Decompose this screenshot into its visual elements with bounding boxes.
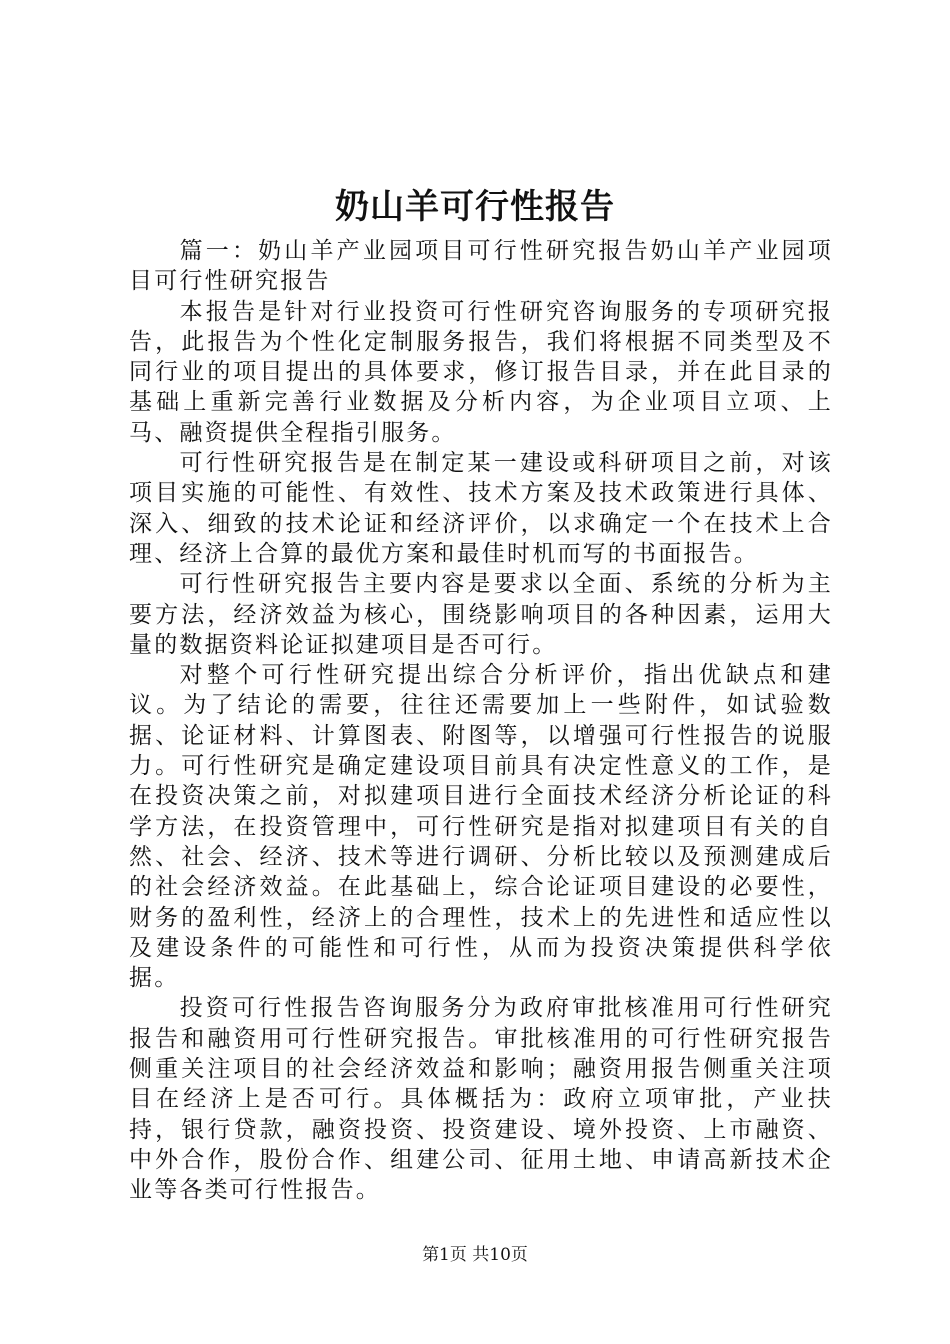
- document-body: [129, 236, 833, 1206]
- paragraph: 篇一：奶山羊产业园项目可行性研究报告奶山羊产业园项目可行性研究报告: [129, 238, 833, 295]
- paragraph: 可行性研究报告是在制定某一建设或科研项目之前，对该项目实施的可能性、有效性、技术方案及技术政策进行具体、深入、细致的技术论证和经济评价，以求确定一个在技术上合理、经济上合算的最优方案和最佳时机而写的书面报告。: [129, 450, 833, 567]
- paragraph: 本报告是针对行业投资可行性研究咨询服务的专项研究报告，此报告为个性化定制服务报告，我们将根据不同类型及不同行业的项目提出的具体要求，修订报告目录，并在此目录的基础上重新完善行业数据及分析内容，为企业项目立项、上马、融资提供全程指引服务。: [129, 298, 833, 446]
- paragraph: 对整个可行性研究提出综合分析评价，指出优缺点和建议。为了结论的需要，往往还需要加上一些附件，如试验数据、论证材料、计算图表、附图等，以增强可行性报告的说服力。可行性研究是确定建设项目前具有决定性意义的工作，是在投资决策之前，对拟建项目进行全面技术经济分析论证的科学方法，在投资管理中，可行性研究是指对拟建项目有关的自然、社会、经济、技术等进行调研、分析比较以及预测建成后的社会经济效益。在此基础上，综合论证项目建设的必要性，财务的盈利性，经济上的合理性，技术上的先进性和适应性以及建设条件的可能性和可行性，从而为投资决策提供科学依据。: [129, 662, 833, 992]
- paragraph: 投资可行性报告咨询服务分为政府审批核准用可行性研究报告和融资用可行性研究报告。审批核准用的可行性研究报告侧重关注项目的社会经济效益和影响；融资用报告侧重关注项目在经济上是否可行。具体概括为：政府立项审批，产业扶持，银行贷款，融资投资、投资建设、境外投资、上市融资、中外合作，股份合作、组建公司、征用土地、申请高新技术企业等各类可行性报告。: [129, 995, 833, 1204]
- paragraph: 可行性研究报告主要内容是要求以全面、系统的分析为主要方法，经济效益为核心，围绕影响项目的各种因素，运用大量的数据资料论证拟建项目是否可行。: [129, 571, 833, 658]
- page-number-footer: 第1页 共10页: [422, 1245, 528, 1265]
- document-title: 奶山羊可行性报告: [335, 187, 615, 227]
